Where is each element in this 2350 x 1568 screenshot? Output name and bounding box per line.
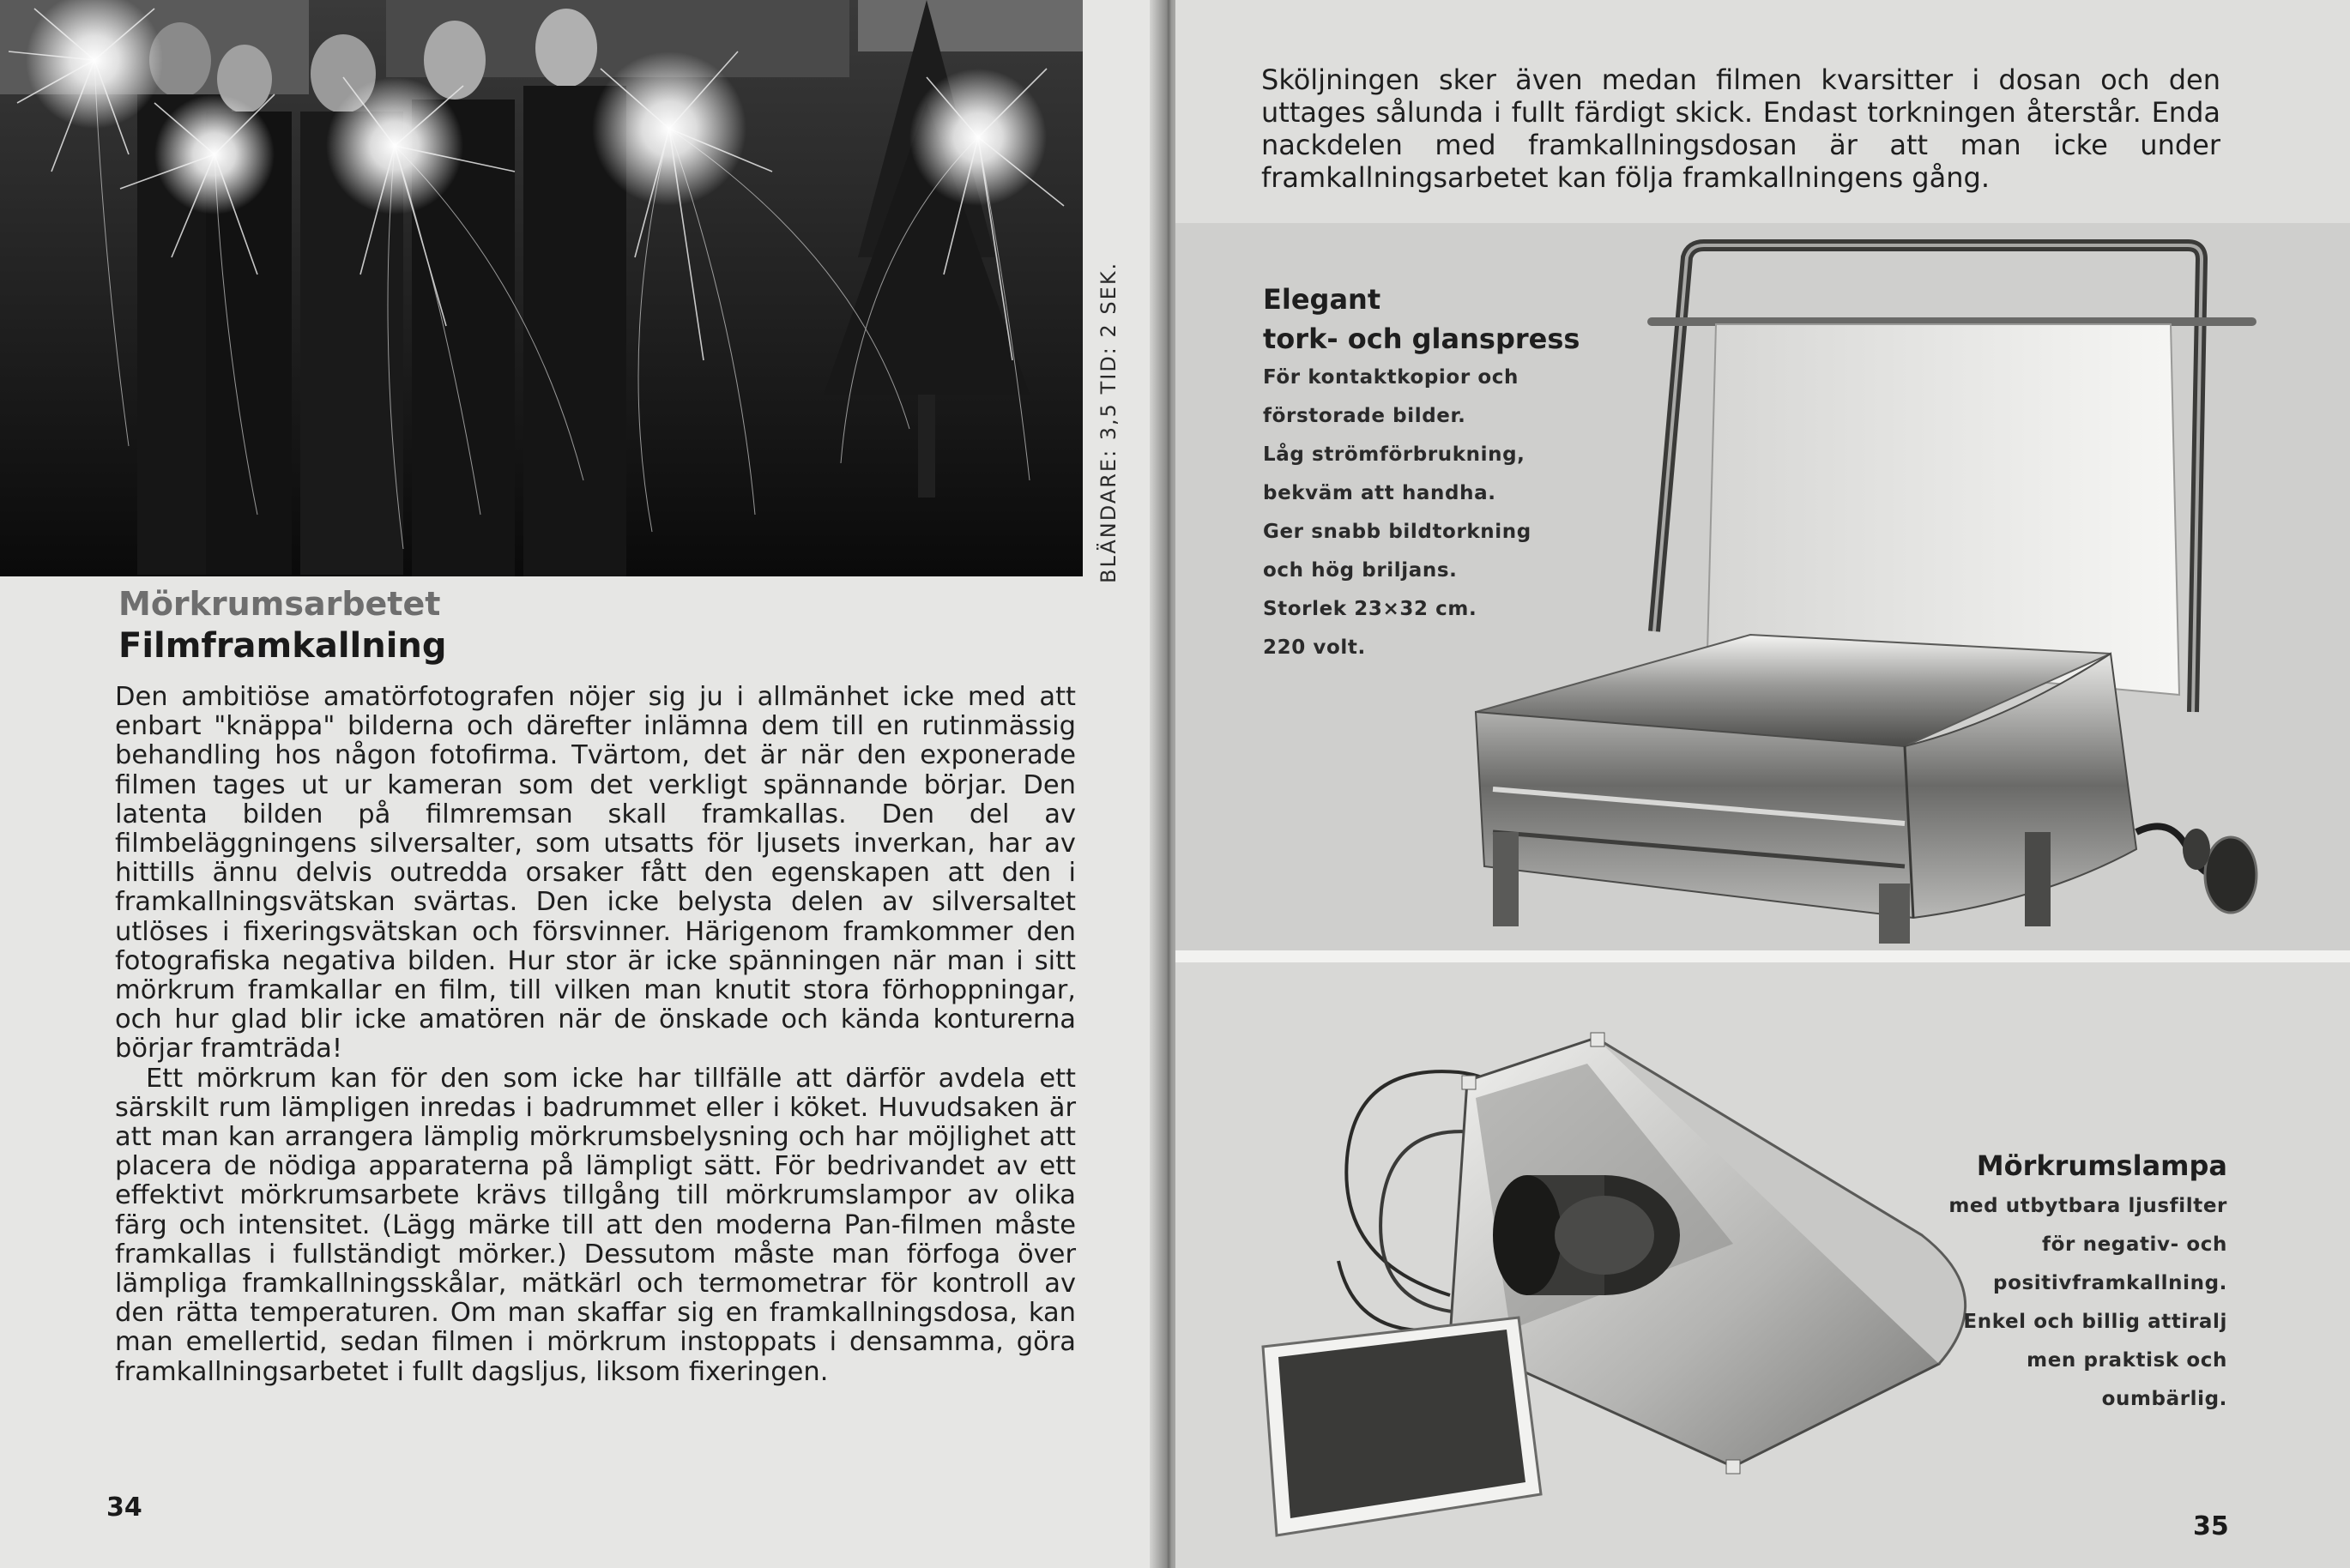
press-line: 220 volt.: [1263, 636, 1366, 659]
page-number-right: 35: [2193, 1511, 2229, 1541]
article-body: [115, 683, 1076, 1387]
press-heading-1: Elegant: [1263, 283, 1381, 316]
paragraph-1: Den ambitiöse amatörfotografen nöjer sig ju i allmänhet icke med att enbart "knäppa" bilderna och därefter inlämna dem till en rutinmässig behandling hos någon fotofirma. Tvärtom, det är när den exponerade filmen tages ut ur kameran som det verkligt spännande börjar. Den latenta bilden på filmremsan skall framkallas. Den del av filmbeläggningens silversalter, som utsatts för ljusets inverkan, har av hittills ännu delvis outredda orsaker fått den egenskapen att den i framkallningsvätskan svärtas. Den icke belysta delen av silversaltet utlöses i fixeringsvätskan och försvinner. Härigenom framkommer den fotografiska negativa bilden. Hur stor är icke spänningen när man i sitt mörkrum framkallar en film, till vilken man knutit stora förhoppningar, och hur glad blir icke amatören när de önskade och kända konturerna börjar framträda!: [115, 682, 1076, 1064]
lamp-line: positivframkallning.: [1993, 1272, 2227, 1294]
left-page: [0, 0, 1160, 1568]
lamp-line: Enkel och billig attiralj: [1963, 1311, 2227, 1333]
panel-divider: [1175, 950, 2350, 962]
press-line: Ger snabb bildtorkning: [1263, 521, 1531, 543]
photo-caption: BLÄNDARE: 3,5 TID: 2 SEK.: [1096, 261, 1121, 583]
press-line: Storlek 23×32 cm.: [1263, 598, 1477, 620]
paragraph-2: Ett mörkrum kan för den som icke har tillfälle att därför avdela ett särskilt rum lämpligen inredas i badrummet eller i köket. Huvudsaken är att man kan arrangera lämplig mörkrumsbelysning och har möjlighet att placera de nödiga apparaterna på lämpligt sätt. För bedrivandet av ett effektivt mörkrumsarbete krävs tillgång till mörkrumslampor av olika färg och intensitet. (Lägg märke till att den moderna Pan-filmen måste framkallas i fullständigt mörker.) Dessutom måste man förfoga över lämpliga framkallningsskålar, mätkärl och termometrar för kontroll av den rätta temperaturen. Om man skaffar sig en framkallningsdosa, kan man emellertid, sedan filmen i mörkrum instoppats i densamma, göra framkallningsarbetet i fullt dagsljus, liksom fixeringen.: [115, 1063, 1076, 1387]
press-line: bekväm att handha.: [1263, 482, 1496, 504]
sparkler-photo: [0, 0, 1083, 576]
press-description: [1263, 280, 1666, 667]
press-line: För kontaktkopior och: [1263, 366, 1519, 389]
press-line: förstorade bilder.: [1263, 405, 1466, 427]
section-title: Filmframkallning: [118, 626, 447, 666]
lamp-line: oumbärlig.: [2101, 1388, 2227, 1410]
lamp-line: för negativ- och: [2042, 1233, 2227, 1256]
press-line: Låg strömförbrukning,: [1263, 443, 1525, 466]
press-heading-2: tork- och glanspress: [1263, 323, 1580, 355]
lamp-heading: Mörkrumslampa: [1976, 1149, 2227, 1182]
lamp-line: men praktisk och: [2027, 1349, 2227, 1372]
page-number-left: 34: [106, 1493, 142, 1523]
section-label: Mörkrumsarbetet: [118, 585, 441, 623]
press-line: och hög briljans.: [1263, 559, 1458, 582]
sparkler-photo-image: [0, 0, 1083, 576]
intro-paragraph: Sköljningen sker även medan filmen kvarsitter i dosan och den uttages sålunda i fullt färdigt skick. Endast torkningen återstår. Enda nackdelen med framkallningsdosan är att man icke under framkallningsarbetet kan följa framkallningens gång.: [1261, 63, 2220, 194]
lamp-description: [1905, 1144, 2227, 1419]
lamp-line: med utbytbara ljusfilter: [1948, 1195, 2227, 1217]
